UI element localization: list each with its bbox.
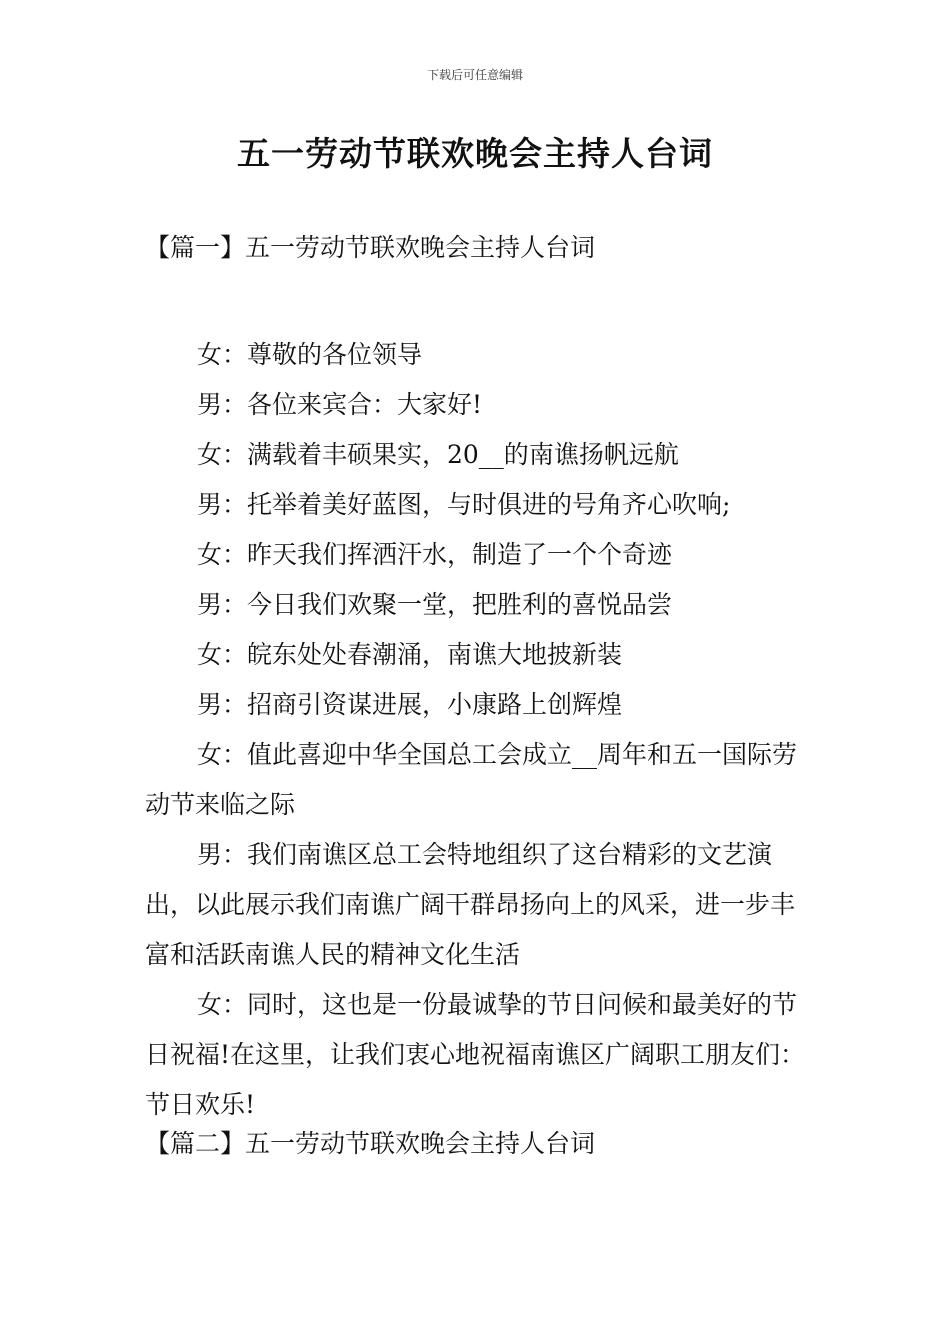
dialogue-paragraph: 女：值此喜迎中华全国总工会成立__周年和五一国际劳动节来临之际 xyxy=(145,740,798,819)
header-note: 下载后可任意编辑 xyxy=(426,68,523,82)
dialogue-line: 男：今日我们欢聚一堂，把胜利的喜悦品尝 xyxy=(197,590,673,619)
dialogue-line: 男：各位来宾合：大家好! xyxy=(197,390,483,419)
dialogue-paragraph: 女：同时，这也是一份最诚挚的节日问候和最美好的节日祝福!在这里，让我们衷心地祝福南谯区广阔职工朋友们：节日欢乐! xyxy=(145,990,806,1119)
dialogue-line: 男：招商引资谋进展，小康路上创辉煌 xyxy=(197,690,623,719)
document-title: 五一劳动节联欢晚会主持人台词 xyxy=(237,134,713,173)
section-1-body xyxy=(145,330,807,1130)
dialogue-line: 女：昨天我们挥洒汗水，制造了一个个奇迹 xyxy=(197,540,673,569)
dialogue-line: 女：尊敬的各位领导 xyxy=(197,340,423,369)
dialogue-paragraph: 男：我们南谯区总工会特地组织了这台精彩的文艺演出，以此展示我们南谯广阔干群昂扬向上的风采，进一步丰富和活跃南谯人民的精神文化生活 xyxy=(145,840,796,969)
dialogue-line: 女：皖东处处春潮涌，南谯大地披新装 xyxy=(197,640,623,669)
dialogue-line: 女：满载着丰硕果实，20__的南谯扬帆远航 xyxy=(197,440,679,469)
section-heading-1: 【篇一】五一劳动节联欢晚会主持人台词 xyxy=(145,233,596,262)
dialogue-line: 男：托举着美好蓝图，与时俱进的号角齐心吹响; xyxy=(197,490,731,519)
section-heading-2: 【篇二】五一劳动节联欢晚会主持人台词 xyxy=(145,1129,596,1158)
